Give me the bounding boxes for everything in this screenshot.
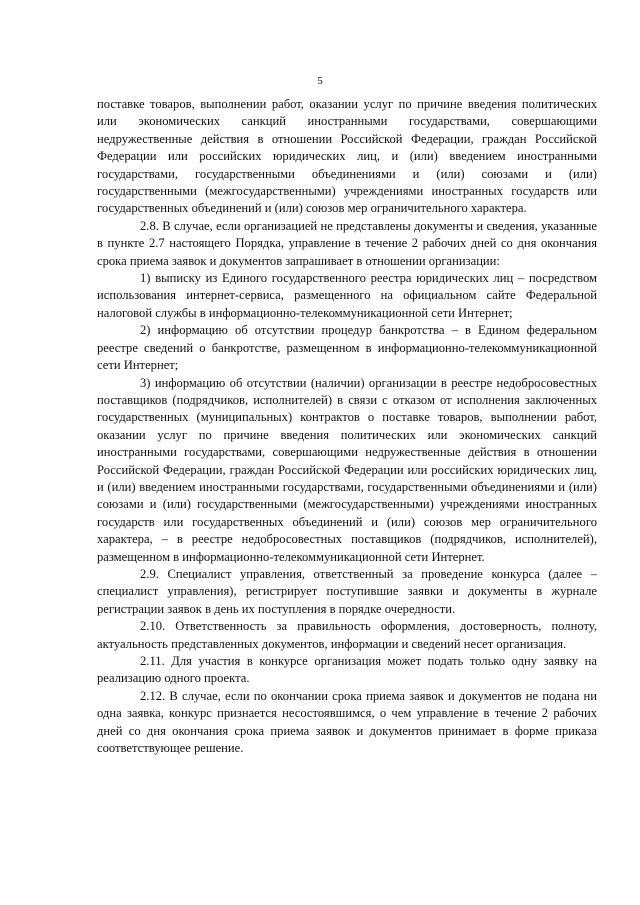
paragraph-2-8-item-3: 3) информацию об отсутствии (наличии) организации в реестре недобросовестных поставщиков (подрядчиков, исполнителей) в связи с отказом от исполнения заключенных государственных (муниципальных) контрактов о поставке товаров, выполнении работ, оказании услуг по причине введения политических или экономических санкций иностранными государствами, совершающими недружественные действия в отношении Российской Федерации, граждан Российской Федерации или российских юридических лиц, и (или) введением иностранными государствами, государственными объединениями и (или) союзами и (или) государственными (межгосударственными) учреждениями иностранных государств или государственных объединений и (или) союзов мер ограничительного характера, – в реестре недобросовестных поставщиков (подрядчиков, исполнителей), размещенном в информационно-телекоммуникационной сети Интернет. bbox=[97, 375, 597, 564]
paragraph-2-8-item-2: 2) информацию об отсутствии процедур банкротства – в Едином федеральном реестре сведений о банкротстве, размещенном в информационно-телекоммуникационной сети Интернет; bbox=[97, 323, 597, 373]
paragraph-2-8: 2.8. В случае, если организацией не представлены документы и сведения, указанные в пункте 2.7 настоящего Порядка, управление в течение 2 рабочих дней со дня окончания срока приема заявок и документов запрашивает в отношении организации: bbox=[97, 218, 597, 268]
page-number: 5 bbox=[317, 75, 323, 87]
document-body bbox=[97, 96, 597, 757]
paragraph-continuation: поставке товаров, выполнении работ, оказании услуг по причине введения политических или экономических санкций иностранными государствами, совершающими недружественные действия в отношении Российской Федерации, граждан Российской Федерации или российских юридических лиц, и (или) введением иностранными государствами, государственными объединениями и (или) союзами и (или) государственными (межгосударственными) учреждениями иностранных государств или государственных объединений и (или) союзов мер ограничительного характера. bbox=[97, 97, 597, 216]
paragraph-2-11: 2.11. Для участия в конкурсе организация может подать только одну заявку на реализацию одного проекта. bbox=[97, 654, 597, 686]
paragraph-2-9: 2.9. Специалист управления, ответственный за проведение конкурса (далее – специалист управления), регистрирует поступившие заявки и документы в журнале регистрации заявок в день их поступления в порядке очередности. bbox=[97, 566, 597, 616]
paragraph-2-8-item-1: 1) выписку из Единого государственного реестра юридических лиц – посредством использования интернет-сервиса, размещенного на официальном сайте Федеральной налоговой службы в информационно-телекоммуникационной сети Интернет; bbox=[97, 271, 597, 320]
paragraph-2-10: 2.10. Ответственность за правильность оформления, достоверность, полноту, актуальность представленных документов, информации и сведений несет организация. bbox=[97, 619, 597, 651]
paragraph-2-12: 2.12. В случае, если по окончании срока приема заявок и документов не подана ни одна заявка, конкурс признается несостоявшимся, о чем управление в течение 2 рабочих дней со дня окончания срока приема заявок и документов принимает в форме приказа соответствующее решение. bbox=[97, 688, 597, 756]
